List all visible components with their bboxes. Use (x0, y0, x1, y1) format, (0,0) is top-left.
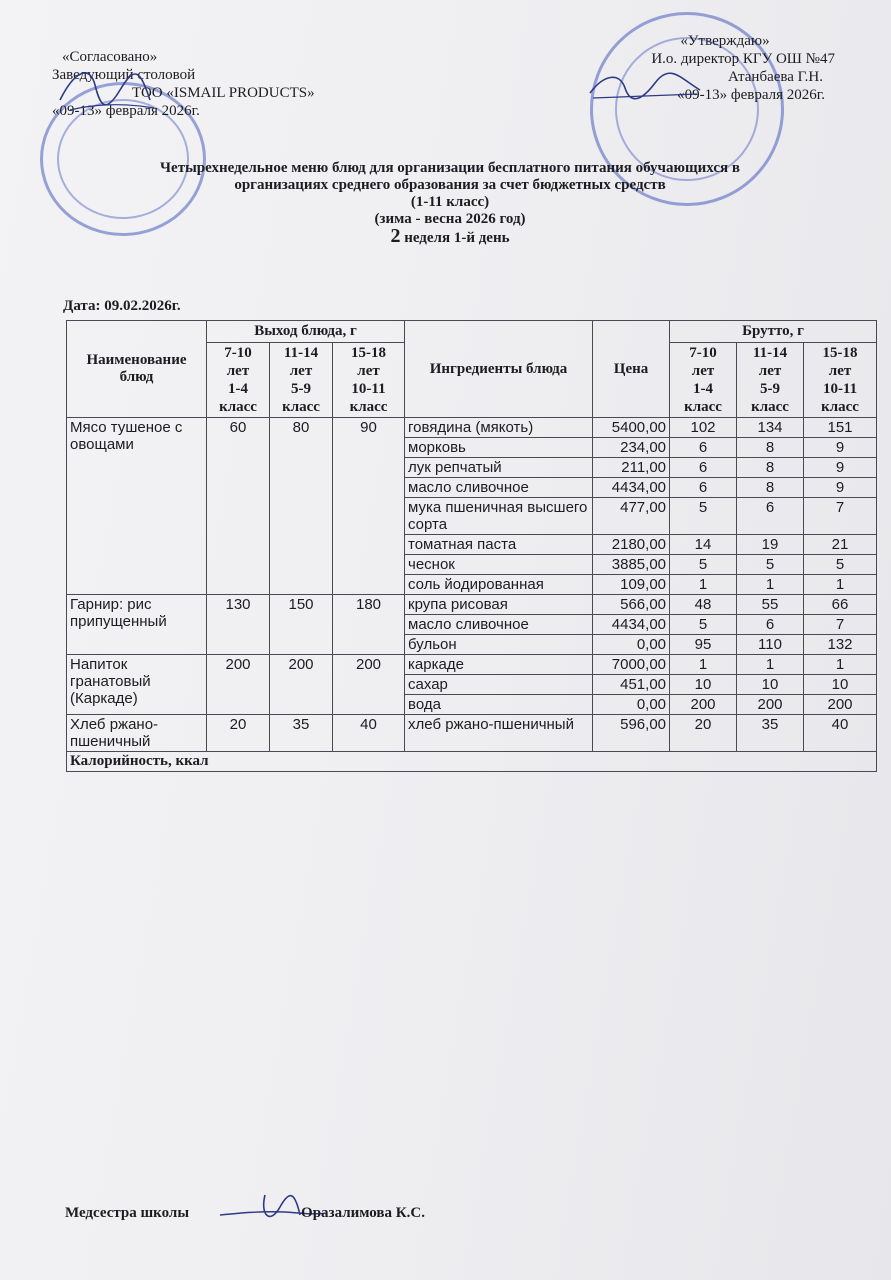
dish-output-value: 90 (333, 418, 405, 595)
footer-name: Оразалимова К.С. (301, 1205, 425, 1221)
ingredient-name: хлеб ржано-пшеничный (405, 715, 593, 752)
ingredient-gross-value: 6 (670, 438, 737, 458)
ingredient-gross-value: 6 (670, 478, 737, 498)
footer-signature-line (65, 1205, 425, 1222)
dish-output-value: 200 (333, 655, 405, 715)
ingredient-gross-value: 10 (737, 675, 804, 695)
ingredient-gross-value: 132 (804, 635, 877, 655)
menu-table (66, 320, 877, 772)
ingredient-price: 4434,00 (593, 478, 670, 498)
ingredient-gross-value: 1 (737, 575, 804, 595)
ingredient-gross-value: 9 (804, 458, 877, 478)
ingredient-name: томатная паста (405, 535, 593, 555)
dish-output-value: 130 (207, 595, 270, 655)
header-gross: Брутто, г (670, 321, 877, 343)
ingredient-gross-value: 10 (804, 675, 877, 695)
ingredient-gross-value: 1 (804, 575, 877, 595)
ingredient-gross-value: 110 (737, 635, 804, 655)
dish-output-value: 200 (207, 655, 270, 715)
ingredient-name: масло сливочное (405, 478, 593, 498)
header-gross-age2: 11-14 лет 5-9 класс (737, 343, 804, 418)
ingredient-price: 0,00 (593, 695, 670, 715)
dish-name: Напиток гранатовый (Каркаде) (67, 655, 207, 715)
header-price: Цена (593, 321, 670, 418)
title-line2: организациях среднего образования за счет бюджетных средств (234, 177, 666, 193)
ingredient-gross-value: 1 (737, 655, 804, 675)
header-output: Выход блюда, г (207, 321, 405, 343)
dish-name: Гарнир: рис припущенный (67, 595, 207, 655)
ingredient-gross-value: 1 (670, 655, 737, 675)
header-gross-age1: 7-10 лет 1-4 класс (670, 343, 737, 418)
ingredient-gross-value: 134 (737, 418, 804, 438)
ingredient-price: 451,00 (593, 675, 670, 695)
approval-right-line2: И.о. директор КГУ ОШ №47 (651, 51, 835, 67)
table-row (67, 715, 877, 752)
table-row (67, 655, 877, 675)
ingredient-name: мука пшеничная высшего сорта (405, 498, 593, 535)
dish-name: Хлеб ржано-пшеничный (67, 715, 207, 752)
ingredient-gross-value: 200 (804, 695, 877, 715)
ingredient-gross-value: 6 (670, 458, 737, 478)
week-number: 2 (390, 225, 401, 247)
ingredient-gross-value: 19 (737, 535, 804, 555)
dish-output-value: 40 (333, 715, 405, 752)
ingredient-name: соль йодированная (405, 575, 593, 595)
ingredient-gross-value: 8 (737, 438, 804, 458)
ingredient-price: 4434,00 (593, 615, 670, 635)
ingredient-name: чеснок (405, 555, 593, 575)
calories-row: Калорийность, ккал (67, 752, 877, 772)
week-day-label: неделя 1-й день (400, 230, 510, 246)
ingredient-gross-value: 102 (670, 418, 737, 438)
ingredient-gross-value: 7 (804, 615, 877, 635)
title-line5 (60, 225, 840, 247)
ingredient-gross-value: 35 (737, 715, 804, 752)
ingredient-price: 5400,00 (593, 418, 670, 438)
ingredient-gross-value: 200 (670, 695, 737, 715)
approval-right-line1: «Утверждаю» (680, 33, 770, 49)
header-output-age1: 7-10 лет 1-4 класс (207, 343, 270, 418)
ingredient-gross-value: 5 (670, 498, 737, 535)
dish-output-value: 150 (270, 595, 333, 655)
ingredient-gross-value: 7 (804, 498, 877, 535)
dish-output-value: 35 (270, 715, 333, 752)
dish-output-value: 80 (270, 418, 333, 595)
approval-right-line3: Атанбаева Г.Н. (727, 69, 823, 85)
ingredient-gross-value: 5 (670, 615, 737, 635)
ingredient-price: 109,00 (593, 575, 670, 595)
approval-left-line2: Заведующий столовой (52, 67, 196, 83)
header-output-age2: 11-14 лет 5-9 класс (270, 343, 333, 418)
ingredient-gross-value: 48 (670, 595, 737, 615)
header-dish-name: Наименование блюд (67, 321, 207, 418)
ingredient-price: 234,00 (593, 438, 670, 458)
dish-output-value: 20 (207, 715, 270, 752)
ingredient-name: сахар (405, 675, 593, 695)
table-row (67, 418, 877, 438)
ingredient-price: 211,00 (593, 458, 670, 478)
ingredient-gross-value: 55 (737, 595, 804, 615)
ingredient-price: 2180,00 (593, 535, 670, 555)
title-line3: (1-11 класс) (410, 194, 490, 210)
ingredient-price: 7000,00 (593, 655, 670, 675)
ingredient-gross-value: 40 (804, 715, 877, 752)
dish-output-value: 200 (270, 655, 333, 715)
ingredient-gross-value: 151 (804, 418, 877, 438)
ingredient-gross-value: 5 (737, 555, 804, 575)
ingredient-gross-value: 9 (804, 438, 877, 458)
ingredient-name: вода (405, 695, 593, 715)
document-title (60, 160, 840, 247)
ingredient-gross-value: 9 (804, 478, 877, 498)
menu-date: Дата: 09.02.2026г. (63, 298, 181, 314)
ingredient-gross-value: 66 (804, 595, 877, 615)
approval-left-line1: «Согласовано» (62, 49, 158, 65)
approval-left-line4: «09-13» февраля 2026г. (52, 103, 200, 119)
ingredient-gross-value: 5 (804, 555, 877, 575)
ingredient-gross-value: 1 (670, 575, 737, 595)
ingredient-gross-value: 14 (670, 535, 737, 555)
header-gross-age3: 15-18 лет 10-11 класс (804, 343, 877, 418)
ingredient-price: 3885,00 (593, 555, 670, 575)
header-output-age3: 15-18 лет 10-11 класс (333, 343, 405, 418)
ingredient-name: каркаде (405, 655, 593, 675)
header-ingredients: Ингредиенты блюда (405, 321, 593, 418)
ingredient-price: 566,00 (593, 595, 670, 615)
table-row (67, 595, 877, 615)
ingredient-price: 477,00 (593, 498, 670, 535)
signature-right-icon (585, 68, 705, 108)
menu-table-body (67, 418, 877, 752)
dish-name: Мясо тушеное с овощами (67, 418, 207, 595)
ingredient-name: говядина (мякоть) (405, 418, 593, 438)
ingredient-name: бульон (405, 635, 593, 655)
ingredient-gross-value: 1 (804, 655, 877, 675)
ingredient-price: 596,00 (593, 715, 670, 752)
ingredient-price: 0,00 (593, 635, 670, 655)
ingredient-gross-value: 8 (737, 458, 804, 478)
ingredient-gross-value: 10 (670, 675, 737, 695)
title-line1: Четырехнедельное меню блюд для организации бесплатного питания обучающихся в (160, 160, 740, 176)
dish-output-value: 180 (333, 595, 405, 655)
ingredient-name: морковь (405, 438, 593, 458)
ingredient-gross-value: 8 (737, 478, 804, 498)
title-line4: (зима - весна 2026 год) (374, 211, 526, 227)
ingredient-gross-value: 21 (804, 535, 877, 555)
ingredient-name: крупа рисовая (405, 595, 593, 615)
approval-left-line3: ТОО «ISMAIL PRODUCTS» (132, 85, 315, 101)
ingredient-gross-value: 200 (737, 695, 804, 715)
footer-role: Медсестра школы (65, 1205, 190, 1221)
ingredient-gross-value: 6 (737, 498, 804, 535)
approval-right-line4: «09-13» февраля 2026г. (677, 87, 825, 103)
dish-output-value: 60 (207, 418, 270, 595)
ingredient-name: лук репчатый (405, 458, 593, 478)
signature-left-icon (50, 60, 160, 130)
ingredient-gross-value: 20 (670, 715, 737, 752)
ingredient-gross-value: 5 (670, 555, 737, 575)
ingredient-gross-value: 95 (670, 635, 737, 655)
ingredient-gross-value: 6 (737, 615, 804, 635)
ingredient-name: масло сливочное (405, 615, 593, 635)
